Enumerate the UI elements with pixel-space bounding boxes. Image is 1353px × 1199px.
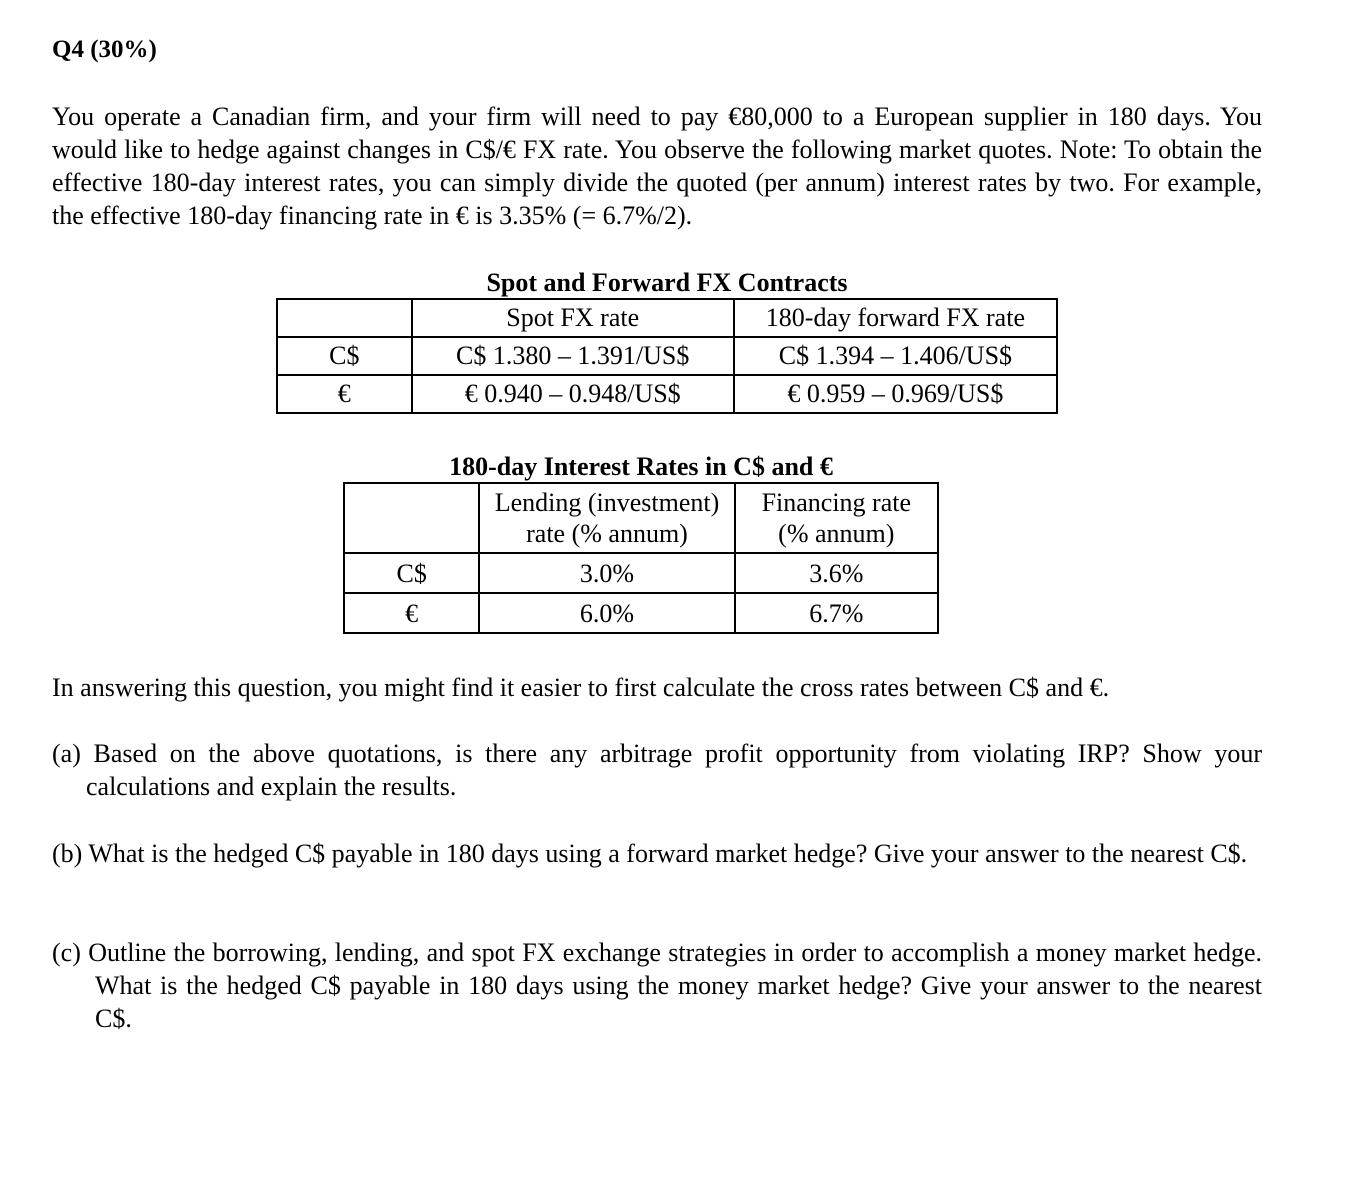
question-part-c: (c) Outline the borrowing, lending, and spot FX exchange strategies in order to accomplish a money market hedge. What is the hedged C$ payable in 180 days using the money market hedge? Give your answer to the nearest C$. — [52, 938, 1262, 1033]
lending-rate-cell: 3.0% — [479, 553, 734, 593]
currency-cell: C$ — [344, 553, 479, 593]
forward-rate-cell: C$ 1.394 – 1.406/US$ — [734, 337, 1057, 375]
financing-header-line: Financing rate — [761, 488, 912, 517]
cross-rate-note: In answering this question, you might find it easier to first calculate the cross rates between C$ and €. — [52, 673, 1110, 702]
table-row — [277, 337, 1057, 375]
lending-rate-cell: 6.0% — [479, 593, 734, 633]
table-header-row — [344, 483, 938, 553]
spot-rate-cell: C$ 1.380 – 1.391/US$ — [412, 337, 734, 375]
spot-forward-table-caption: Spot and Forward FX Contracts — [486, 268, 848, 297]
table-row — [344, 553, 938, 593]
header-cell-spot: Spot FX rate — [412, 299, 734, 337]
table-header-row — [277, 299, 1057, 337]
financing-header-line: (% annum) — [778, 519, 895, 548]
lending-header-line: rate (% annum) — [526, 519, 688, 548]
spot-forward-table-block — [276, 268, 1058, 414]
header-cell-lending — [479, 483, 734, 553]
financing-rate-cell: 3.6% — [735, 553, 938, 593]
interest-rate-table-block — [343, 452, 939, 634]
header-cell-forward: 180-day forward FX rate — [734, 299, 1057, 337]
question-intro: You operate a Canadian firm, and your firm will need to pay €80,000 to a European supplier in 180 days. You would like to hedge against changes in C$/€ FX rate. You observe the following market quotes. Note: To obtain the effective 180-day interest rates, you can simply divide the quoted (per annum) interest rates by two. For example, the effective 180-day financing rate in € is 3.35% (= 6.7%/2). — [52, 102, 1262, 230]
header-cell-blank — [344, 483, 479, 553]
question-part-b: (b) What is the hedged C$ payable in 180 days using a forward market hedge? Give your answer to the nearest C$. — [52, 839, 1248, 868]
header-cell-financing — [735, 483, 938, 553]
question-title: Q4 (30%) — [52, 36, 157, 63]
interest-rate-table-caption: 180-day Interest Rates in C$ and € — [449, 452, 833, 481]
currency-cell: C$ — [277, 337, 412, 375]
spot-forward-table — [276, 298, 1058, 414]
table-row — [344, 593, 938, 633]
financing-rate-cell: 6.7% — [735, 593, 938, 633]
question-part-a: (a) Based on the above quotations, is there any arbitrage profit opportunity from violating IRP? Show your calculations and explain the results. — [52, 739, 1262, 801]
currency-cell: € — [344, 593, 479, 633]
forward-rate-cell: € 0.959 – 0.969/US$ — [734, 375, 1057, 413]
interest-rate-table — [343, 482, 939, 634]
table-row — [277, 375, 1057, 413]
spot-rate-cell: € 0.940 – 0.948/US$ — [412, 375, 734, 413]
header-cell-blank — [277, 299, 412, 337]
currency-cell: € — [277, 375, 412, 413]
lending-header-line: Lending (investment) — [494, 488, 720, 517]
